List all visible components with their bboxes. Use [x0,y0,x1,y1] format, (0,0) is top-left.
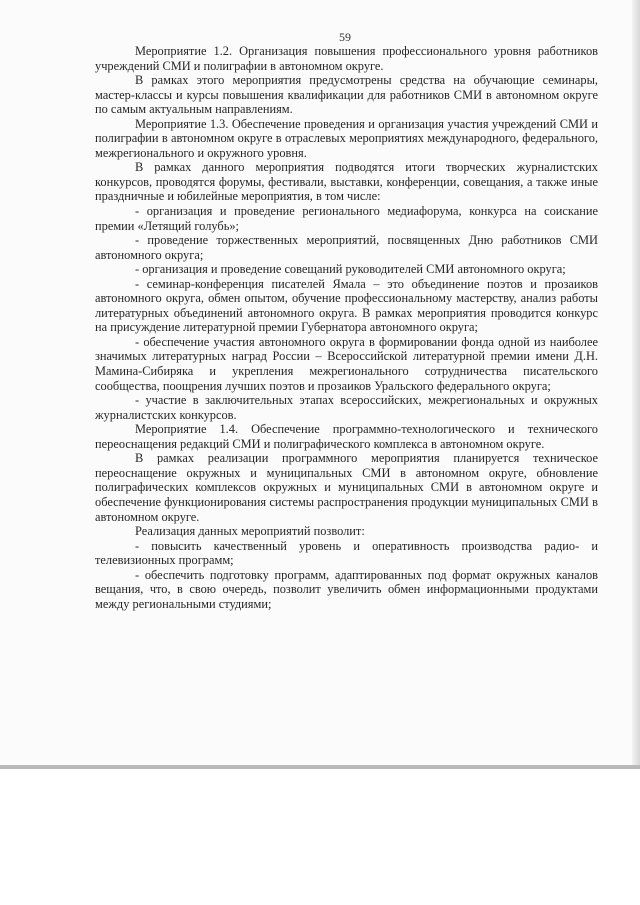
page-body [95,44,598,611]
paragraph: В рамках этого мероприятия предусмотрены средства на обучающие семинары, мастер-классы и курсы повышения квалификации для работников СМИ в автономном округе по самым актуальным направлениям. [95,73,598,117]
page-number: 59 [339,30,351,44]
list-item: - организация и проведение совещаний руководителей СМИ автономного округа; [135,262,566,277]
paragraph: Реализация данных мероприятий позволит: [135,524,365,539]
paragraph-measure-1-3-title: Мероприятие 1.3. Обеспечение проведения и организация участия учреждений СМИ и полиграфии в автономном округе в отраслевых мероприятиях международного, федерального, межрегионального и окружного уровня. [95,116,598,160]
paragraph: В рамках реализации программного мероприятия планируется техническое переоснащение окружных и муниципальных СМИ в автономном округе, обновление полиграфических комплексов окружных и муниципальных СМИ в автономном округе и обеспечение функционирования системы распространения продукции муниципальных СМИ в автономном округе. [95,451,598,524]
page-bottom-edge [0,765,640,769]
page-right-edge [632,0,640,768]
paragraph: В рамках данного мероприятия подводятся итоги творческих журналистских конкурсов, проводятся форумы, фестивали, выставки, конференции, совещания, а также иные праздничные и юбилейные мероприятия, в том числе: [95,160,598,204]
list-item: - организация и проведение регионального медиафорума, конкурса на соискание премии «Летящий голубь»; [95,204,598,233]
list-item: - проведение торжественных мероприятий, посвященных Дню работников СМИ автономного округа; [95,233,598,262]
list-item: - участие в заключительных этапах всероссийских, межрегиональных и окружных журналистских конкурсов. [95,393,598,422]
paragraph-measure-1-4-title: Мероприятие 1.4. Обеспечение программно-технологического и технического переоснащения редакций СМИ и полиграфического комплекса в автономном округе. [95,422,598,451]
list-item: - семинар-конференция писателей Ямала – это объединение поэтов и прозаиков автономного округа, обмен опытом, обучение профессиональному мастерству, анализ работы литературных объединений автономного округа. В рамках мероприятия проводится конкурс на присуждение литературной премии Губернатора автономного округа; [95,276,598,335]
list-item: - повысить качественный уровень и оперативность производства радио- и телевизионных программ; [95,538,598,568]
list-item: - обеспечить подготовку программ, адаптированных под формат окружных каналов вещания, что, в свою очередь, позволит увеличить обмен информационными продуктами между региональными студиями; [95,567,598,611]
list-item: - обеспечение участия автономного округа в формировании фонда одной из наиболее значимых литературных наград России – Всероссийской литературной премии имени Д.Н. Мамина-Сибиряка и укрепления межрегионального сотрудничества писательского сообщества, поощрения лучших поэтов и прозаиков Уральского федерального округа; [95,334,598,393]
paragraph-measure-1-2-title: Мероприятие 1.2. Организация повышения профессионального уровня работников учреждений СМИ и полиграфии в автономном округе. [95,44,598,73]
